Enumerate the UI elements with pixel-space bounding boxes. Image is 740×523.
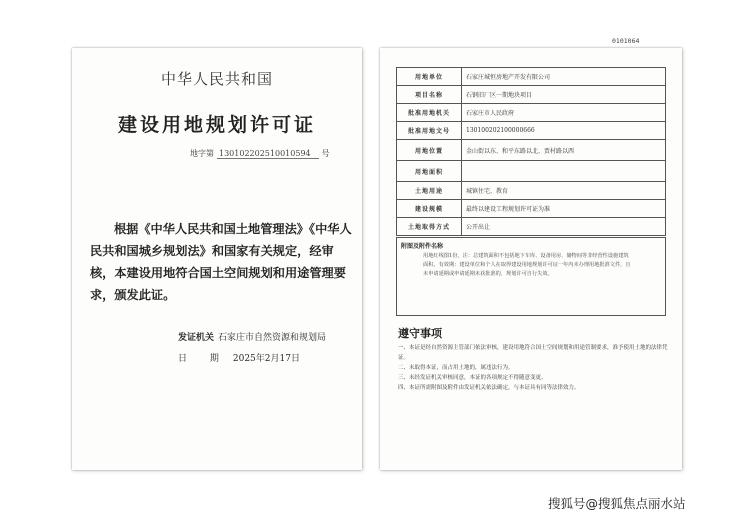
row-value <box>462 161 666 182</box>
table-row <box>397 161 666 182</box>
attachment-label: 附图及附件名称 <box>401 243 444 250</box>
date-label: 日 期 <box>178 354 229 364</box>
table-row <box>397 68 666 86</box>
certificate-body: 根据《中华人民共和国土地管理法》《中华人民共和国城乡规划法》和国家有关规定，经审核，本建设用地符合国土空间规划和用途管理要求，颁发此证。 <box>90 222 352 302</box>
watermark: 搜狐号@搜狐焦点丽水站 <box>548 496 686 511</box>
row-value: 石钢旧厂区一期地块项目 <box>462 86 666 104</box>
rule-item: 一、本证是经自然资源主管部门依法审核，建设用地符合国土空间规划和用途管制要求，准予使用土地的法律凭证。 <box>398 345 668 361</box>
rule-item: 三、未经发证机关审核同意，本证的各项规定不得随意变更。 <box>398 375 547 381</box>
table-row <box>397 104 666 122</box>
rule-item: 四、本证所需附图及附件由发证机关依法确定，与本证具有同等法律效力。 <box>398 385 580 391</box>
row-label: 建设规模 <box>397 200 462 218</box>
row-value: 公开出让 <box>462 218 666 236</box>
row-label: 土地用途 <box>397 182 462 200</box>
table-row <box>397 200 666 218</box>
table-row <box>397 86 666 104</box>
table-row <box>397 140 666 161</box>
row-value: 最终以建设工程规划许可证为准 <box>462 200 666 218</box>
row-value: 石家庄市人民政府 <box>462 104 666 122</box>
issuer-line <box>178 330 326 343</box>
date-value: 2025年2月17日 <box>232 354 300 364</box>
issuer-label: 发证机关 <box>178 333 215 343</box>
certificate-right-page <box>380 48 682 470</box>
row-label: 用地面积 <box>397 161 462 182</box>
row-value: 金山街以东、和平东路以北、贾村路以西 <box>462 140 666 161</box>
certificate-number <box>190 148 330 159</box>
table-row <box>397 122 666 140</box>
attachment-text: 用地红线图1份，注：总建筑面积不包括地下车库、设备用房、储物间等非经营性设施建筑面积，有效期：建设单位和个人在取得建设用地规划许可证一年内未办理用地批准文件，且未申请延期或申请延期未获批准的，规划许可自行失效。 <box>423 253 631 277</box>
certificate-title: 建设用地规划许可证 <box>117 114 316 136</box>
row-value: 石家庄城恒房地产开发有限公司 <box>462 68 666 86</box>
rule-item: 二、未取得本证，而占用土地的，属违法行为。 <box>398 365 514 371</box>
row-value: 130100202100000666 <box>462 122 666 140</box>
attachment-box <box>396 237 666 316</box>
cert-number-value: 130102202510010594 <box>217 149 319 159</box>
row-value: 城镇住宅、教育 <box>462 182 666 200</box>
cert-suffix: 号 <box>321 149 330 158</box>
rules-title: 遵守事项 <box>398 327 442 340</box>
date-line <box>178 351 300 364</box>
row-label: 批准用地文号 <box>397 122 462 140</box>
row-label: 项目名称 <box>397 86 462 104</box>
row-label: 批准用地机关 <box>397 104 462 122</box>
row-label: 用地位置 <box>397 140 462 161</box>
rules-list <box>398 343 668 393</box>
info-table <box>396 67 666 236</box>
table-row <box>397 182 666 200</box>
serial-number: 0101064 <box>612 37 640 45</box>
cert-prefix: 地字第 <box>190 149 214 158</box>
table-row <box>397 218 666 236</box>
certificate-left-page <box>72 48 362 470</box>
row-label: 土地取得方式 <box>397 218 462 236</box>
country-name: 中华人民共和国 <box>160 70 273 88</box>
row-label: 用地单位 <box>397 68 462 86</box>
issuer-value: 石家庄市自然资源和规划局 <box>218 333 327 343</box>
